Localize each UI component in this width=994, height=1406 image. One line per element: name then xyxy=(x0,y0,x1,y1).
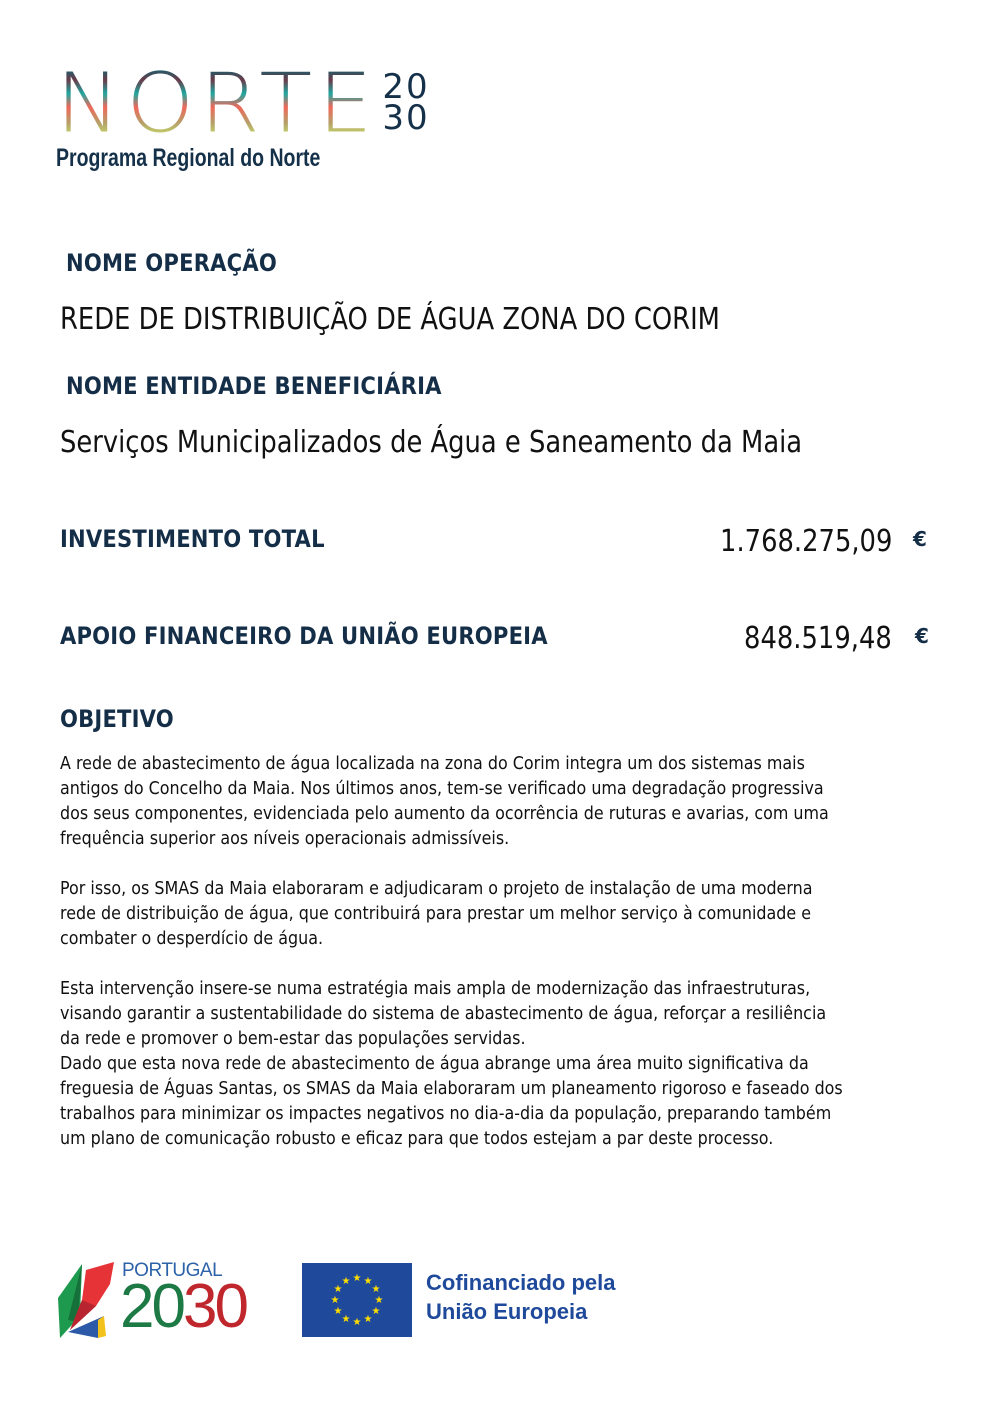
euro-symbol: € xyxy=(915,624,929,648)
beneficiary-name: Serviços Municipalizados de Água e Saneamento da Maia xyxy=(60,425,803,460)
cofinanced-line-2: União Europeia xyxy=(426,1299,588,1324)
objective-paragraph-1 xyxy=(60,751,839,851)
text-line: Por isso, os SMAS da Maia elaboraram e adjudicaram o projeto de instalação de uma moderna xyxy=(60,878,813,899)
svg-text:★: ★ xyxy=(374,1295,384,1306)
logo-subtitle: Programa Regional do Norte xyxy=(56,144,321,172)
text-line: trabalhos para minimizar os impactes negativos no dia-a-dia da população, preparando também xyxy=(60,1103,832,1124)
eu-flag xyxy=(302,1263,412,1337)
text-line: antigos do Concelho da Maia. Nos últimos anos, tem-se verificado uma degradação progressiva xyxy=(60,778,824,799)
eu-support-label: APOIO FINANCEIRO DA UNIÃO EUROPEIA xyxy=(60,622,548,650)
portugal2030-logo xyxy=(56,1260,266,1340)
svg-text:★: ★ xyxy=(363,1276,373,1287)
year-green: 20 xyxy=(120,1272,183,1341)
text-line: frequência superior aos níveis operacionais admissíveis. xyxy=(60,828,510,849)
svg-text:★: ★ xyxy=(371,1306,381,1317)
text-line: Esta intervenção insere-se numa estratégia mais ampla de modernização das infraestruturas, xyxy=(60,978,811,999)
text-line: combater o desperdício de água. xyxy=(60,928,324,949)
portugal-year xyxy=(120,1274,246,1340)
investment-amount: 1.768.275,09 xyxy=(719,524,892,559)
eu-support-amount: 848.519,48 xyxy=(744,621,892,656)
operation-label: NOME OPERAÇÃO xyxy=(66,249,277,277)
svg-text:★: ★ xyxy=(333,1306,343,1317)
cofinanced-label xyxy=(426,1268,615,1326)
svg-text:★: ★ xyxy=(352,1317,362,1328)
svg-text:★: ★ xyxy=(341,1314,351,1325)
year-red: 30 xyxy=(182,1272,246,1341)
beneficiary-label: NOME ENTIDADE BENEFICIÁRIA xyxy=(66,372,442,400)
objective-paragraph-2 xyxy=(60,876,839,951)
euro-symbol: € xyxy=(913,527,927,551)
text-line: Dado que esta nova rede de abastecimento de água abrange uma área muito significativa da xyxy=(60,1053,809,1074)
svg-text:★: ★ xyxy=(352,1273,362,1284)
operation-name: REDE DE DISTRIBUIÇÃO DE ÁGUA ZONA DO CORIM xyxy=(60,302,720,337)
eu-stars-icon xyxy=(302,1263,412,1337)
logo-word: NORTE xyxy=(56,56,379,152)
portugal-label: PORTUGAL xyxy=(122,1260,223,1281)
objective-paragraph-3 xyxy=(60,976,843,1151)
text-line: dos seus componentes, evidenciada pelo aumento da ocorrência de ruturas e avarias, com uma xyxy=(60,803,829,824)
text-line: um plano de comunicação robusto e eficaz para que todos estejam a par deste processo. xyxy=(60,1128,774,1149)
logo-year xyxy=(382,67,430,138)
text-line: freguesia de Águas Santas, os SMAS da Maia elaboraram um planeamento rigoroso e faseado dos xyxy=(60,1078,843,1099)
svg-text:★: ★ xyxy=(363,1314,373,1325)
portugal-flag-icon xyxy=(56,1260,120,1340)
text-line: rede de distribuição de água, que contribuirá para prestar um melhor serviço à comunidade e xyxy=(60,903,812,924)
investment-label: INVESTIMENTO TOTAL xyxy=(60,525,325,553)
svg-text:★: ★ xyxy=(330,1295,340,1306)
text-line: da rede e promover o bem-estar das populações servidas. xyxy=(60,1028,526,1049)
svg-text:★: ★ xyxy=(333,1284,343,1295)
text-line: visando garantir a sustentabilidade do sistema de abastecimento de água, reforçar a resiliência xyxy=(60,1003,827,1024)
norte2030-logo xyxy=(56,56,430,173)
cofinanced-line-1: Cofinanciado pela xyxy=(426,1270,616,1295)
svg-text:★: ★ xyxy=(371,1284,381,1295)
text-line: A rede de abastecimento de água localizada na zona do Corim integra um dos sistemas mais xyxy=(60,753,805,774)
logo-year-bottom: 30 xyxy=(382,98,430,138)
objective-label: OBJETIVO xyxy=(60,705,174,733)
logo-year-top: 20 xyxy=(382,67,430,107)
svg-text:★: ★ xyxy=(341,1276,351,1287)
